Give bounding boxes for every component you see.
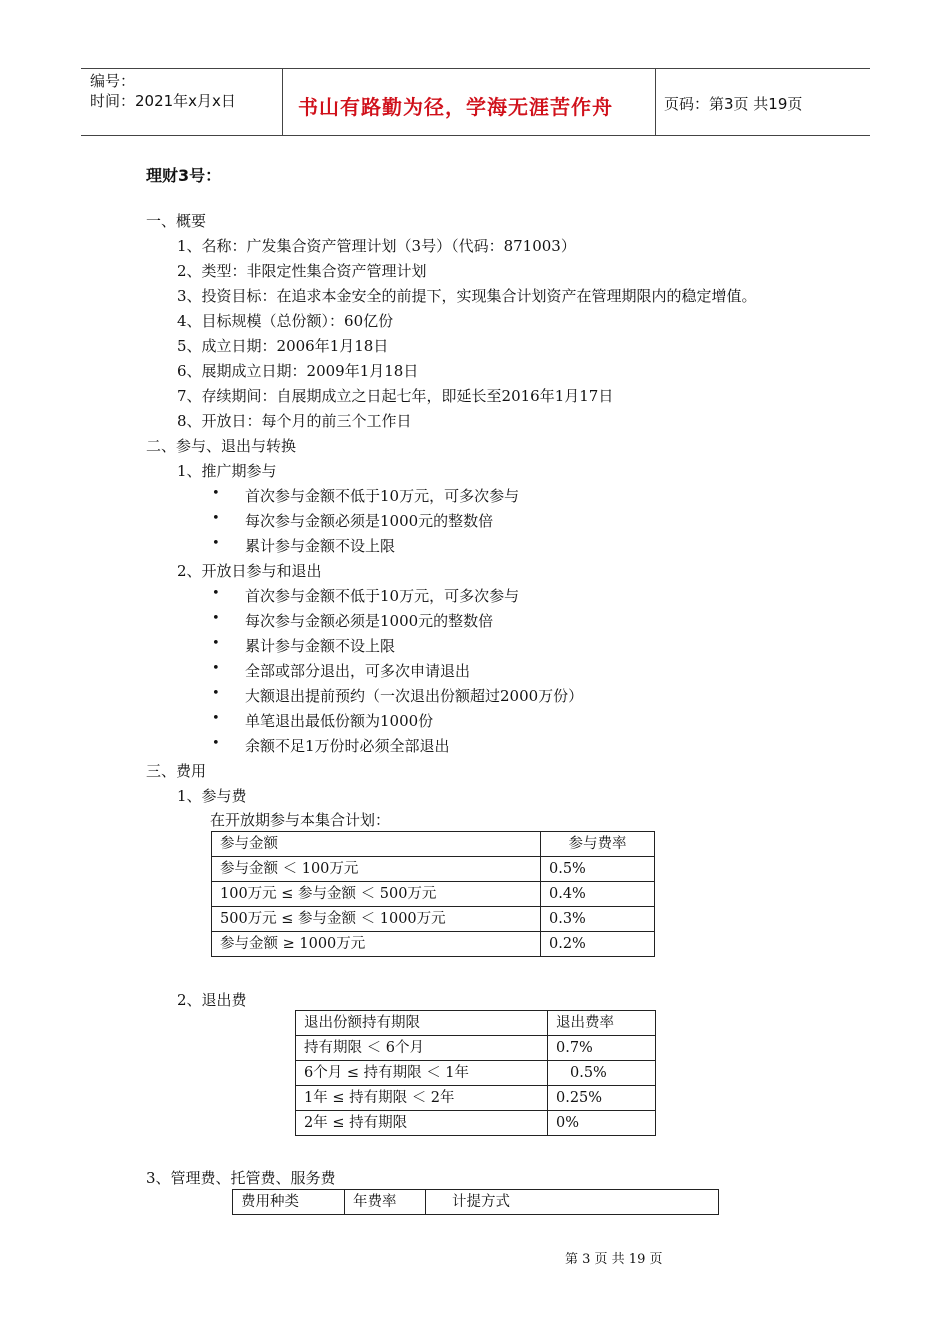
participation-fee-intro: 在开放期参与本集合计划： [210,811,391,829]
table-cell: 0.2% [541,932,655,957]
exit-fee-heading: 2、退出费 [177,991,247,1009]
table-row [212,932,655,957]
table-header-row [296,1011,656,1036]
bullet-item: 单笔退出最低份额为1000份 [245,712,434,730]
header-top-rule [81,68,870,69]
table-header-cell: 费用种类 [233,1190,345,1215]
table-cell: 100万元 ≤ 参与金额 ＜ 500万元 [212,882,541,907]
table-cell: 0.7% [548,1036,656,1061]
bullet-item: 大额退出提前预约（一次退出份额超过2000万份） [245,687,584,705]
bullet-item: 累计参与金额不设上限 [245,637,396,655]
table-cell: 6个月 ≤ 持有期限 ＜ 1年 [296,1061,548,1086]
header-time-label: 时间：2021年x月x日 [90,92,236,110]
table-header-cell: 退出份额持有期限 [296,1011,548,1036]
table-row [296,1061,656,1086]
table-header-cell: 退出费率 [548,1011,656,1036]
table-header-cell: 计提方式 [426,1190,719,1215]
table-cell: 参与金额 ＜ 100万元 [212,857,541,882]
table-cell: 0% [548,1111,656,1136]
participation-sub2-heading: 2、开放日参与和退出 [177,562,322,580]
table-cell: 0.25% [548,1086,656,1111]
mgmt-fee-table [232,1189,719,1215]
header-page-label: 页码：第3页 共19页 [664,95,803,113]
bullet-dot: • [212,511,220,526]
mgmt-fee-heading: 3、管理费、托管费、服务费 [146,1169,336,1187]
table-header-cell: 参与费率 [541,832,655,857]
header-divider-left [282,68,283,136]
table-header-cell: 参与金额 [212,832,541,857]
exit-fee-table [295,1010,656,1136]
table-row [296,1036,656,1061]
overview-item: 8、开放日：每个月的前三个工作日 [177,412,412,430]
table-cell: 持有期限 ＜ 6个月 [296,1036,548,1061]
table-row [212,907,655,932]
bullet-dot: • [212,686,220,701]
participation-fee-table [211,831,655,957]
table-row [212,882,655,907]
bullet-dot: • [212,661,220,676]
table-header-cell: 年费率 [345,1190,426,1215]
overview-item: 2、类型：非限定性集合资产管理计划 [177,262,427,280]
page-title: 理财3号： [146,166,222,185]
overview-item: 1、名称：广发集合资产管理计划（3号）（代码：871003） [177,237,576,255]
table-cell: 0.3% [541,907,655,932]
header-divider-right [655,68,656,136]
bullet-dot: • [212,711,220,726]
participation-sub1-heading: 1、推广期参与 [177,462,277,480]
table-cell: 1年 ≤ 持有期限 ＜ 2年 [296,1086,548,1111]
section-participation-heading: 二、参与、退出与转换 [146,437,297,455]
overview-item: 7、存续期间：自展期成立之日起七年，即延长至2016年1月17日 [177,387,614,405]
table-cell: 0.4% [541,882,655,907]
bullet-item: 首次参与金额不低于10万元，可多次参与 [245,487,520,505]
section-overview-heading: 一、概要 [146,212,207,230]
table-row [212,857,655,882]
bullet-dot: • [212,736,220,751]
bullet-dot: • [212,636,220,651]
page-footer: 第 3 页 共 19 页 [565,1252,663,1267]
overview-item: 5、成立日期：2006年1月18日 [177,337,389,355]
header-motto: 书山有路勤为径，学海无涯苦作舟 [298,95,613,119]
bullet-item: 每次参与金额必须是1000元的整数倍 [245,512,494,530]
table-cell: 0.5% [541,857,655,882]
participation-fee-heading: 1、参与费 [177,787,247,805]
bullet-dot: • [212,611,220,626]
section-fees-heading: 三、费用 [146,762,207,780]
bullet-item: 每次参与金额必须是1000元的整数倍 [245,612,494,630]
header-number-label: 编号： [90,72,136,90]
bullet-item: 全部或部分退出，可多次申请退出 [245,662,471,680]
bullet-item: 余额不足1万份时必须全部退出 [245,737,450,755]
bullet-dot: • [212,586,220,601]
overview-item: 6、展期成立日期：2009年1月18日 [177,362,419,380]
bullet-item: 首次参与金额不低于10万元，可多次参与 [245,587,520,605]
table-cell: 0.5% [548,1061,656,1086]
table-cell: 参与金额 ≥ 1000万元 [212,932,541,957]
header-bottom-rule [81,135,870,136]
table-header-row [233,1190,719,1215]
bullet-dot: • [212,486,220,501]
overview-item: 3、投资目标：在追求本金安全的前提下，实现集合计划资产在管理期限内的稳定增值。 [177,287,757,305]
table-cell: 2年 ≤ 持有期限 [296,1111,548,1136]
bullet-dot: • [212,536,220,551]
overview-item: 4、目标规模（总份额）：60亿份 [177,312,394,330]
table-row [296,1111,656,1136]
table-header-row [212,832,655,857]
bullet-item: 累计参与金额不设上限 [245,537,396,555]
table-cell: 500万元 ≤ 参与金额 ＜ 1000万元 [212,907,541,932]
table-row [296,1086,656,1111]
